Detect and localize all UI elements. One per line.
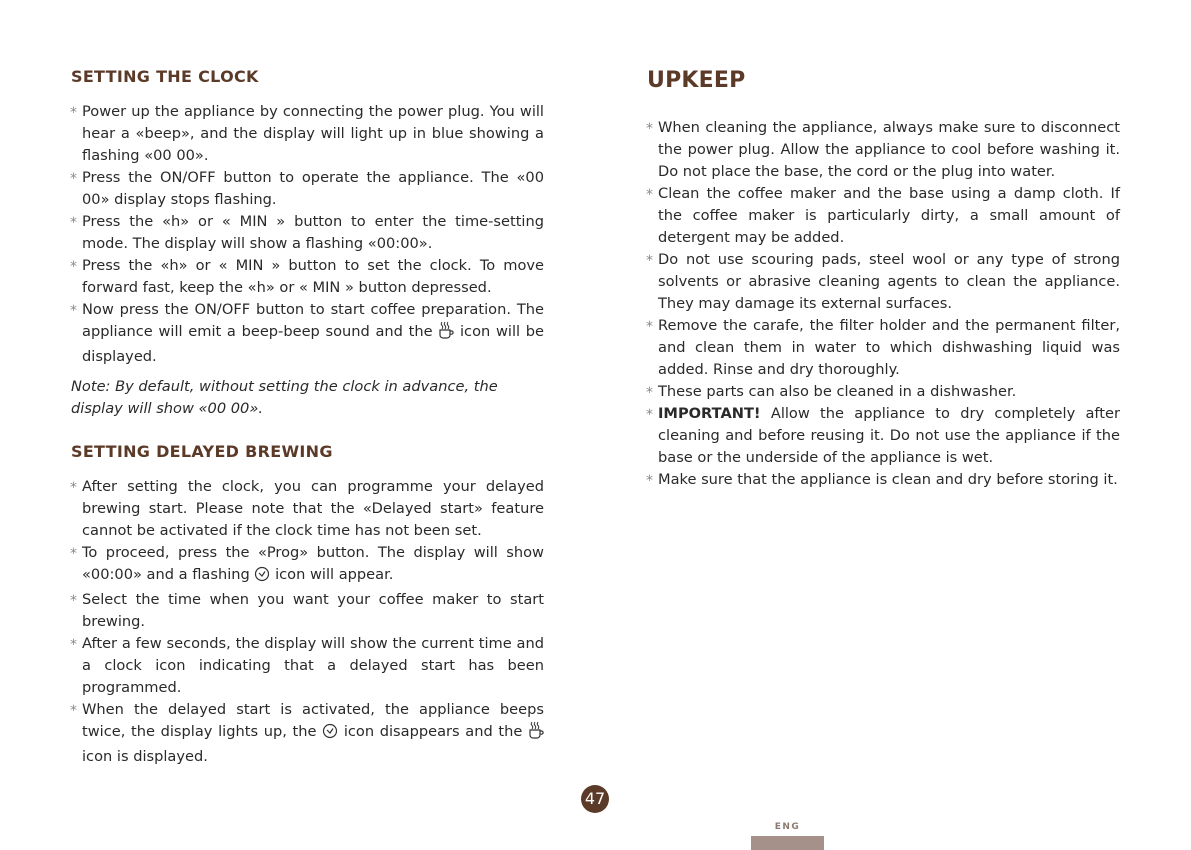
list-item — [71, 699, 544, 768]
list-item: * After a few seconds, the display will show the current time and a clock icon indicating that a delayed start has been programmed. — [71, 633, 544, 699]
list-item: * Press the «h» or « MIN » button to set the clock. To move forward fast, keep the «h» or « MIN » button depressed. — [71, 255, 544, 299]
language-bar — [751, 836, 824, 850]
list-item: * When cleaning the appliance, always make sure to disconnect the power plug. Allow the appliance to cool before washing it. Do not place the base, the cord or the plug into water. — [647, 117, 1120, 183]
list-item: * Press the «h» or « MIN » button to enter the time-setting mode. The display will show a flashing «00:00». — [71, 211, 544, 255]
list-item-text: icon is displayed. — [82, 748, 208, 765]
setting-clock-heading: SETTING THE CLOCK — [71, 67, 259, 86]
delayed-brewing-list — [71, 476, 544, 768]
list-item: * These parts can also be cleaned in a dishwasher. — [647, 381, 1120, 403]
clock-icon — [254, 566, 270, 589]
delayed-brewing-heading: SETTING DELAYED BREWING — [71, 442, 333, 461]
list-item — [71, 542, 544, 589]
list-item-text: To proceed, press the «Prog» button. The display will show «00:00» and a flashing — [82, 544, 544, 583]
list-item: * Power up the appliance by connecting the power plug. You will hear a «beep», and the display will light up in blue showing a flashing «00 00». — [71, 101, 544, 167]
list-item: * Select the time when you want your coffee maker to start brewing. — [71, 589, 544, 633]
list-item-text: Allow the appliance to dry completely after cleaning and before reusing it. Do not use the appliance if the base or the underside of the appliance is wet. — [658, 405, 1121, 466]
setting-clock-list — [71, 101, 544, 368]
upkeep-list — [647, 117, 1120, 491]
coffee-cup-icon — [438, 321, 454, 346]
list-item: * Clean the coffee maker and the base using a damp cloth. If the coffee maker is particularly dirty, a small amount of detergent may be added. — [647, 183, 1120, 249]
clock-icon — [322, 723, 338, 746]
list-item-text: icon will be displayed. — [82, 323, 544, 365]
coffee-cup-icon — [528, 721, 544, 746]
upkeep-heading: UPKEEP — [647, 68, 746, 93]
clock-note: Note: By default, without setting the clock in advance, the display will show «00 00». — [71, 378, 498, 417]
list-item: * After setting the clock, you can programme your delayed brewing start. Please note that the «Delayed start» feature cannot be activated if the clock time has not been set. — [71, 476, 544, 542]
important-label: IMPORTANT! — [658, 405, 761, 422]
list-item-text: icon will appear. — [275, 566, 394, 583]
page-number: 47 — [581, 785, 609, 813]
list-item: * Make sure that the appliance is clean and dry before storing it. — [647, 469, 1120, 491]
list-item: * Press the ON/OFF button to operate the appliance. The «00 00» display stops flashing. — [71, 167, 544, 211]
list-item-text: Now press the ON/OFF button to start coffee preparation. The appliance will emit a beep-beep sound and the — [82, 301, 544, 340]
list-item-text: When the delayed start is activated, the appliance beeps twice, the display lights up, the — [82, 701, 544, 740]
list-item — [71, 299, 544, 368]
list-item-text: icon disappears and the — [343, 723, 523, 740]
list-item — [647, 403, 1120, 469]
list-item: * Remove the carafe, the filter holder and the permanent filter, and clean them in water to which dishwashing liquid was added. Rinse and dry thoroughly. — [647, 315, 1120, 381]
language-label: ENG — [774, 822, 801, 832]
list-item: * Do not use scouring pads, steel wool or any type of strong solvents or abrasive cleaning agents to clean the appliance. They may damage its external surfaces. — [647, 249, 1120, 315]
